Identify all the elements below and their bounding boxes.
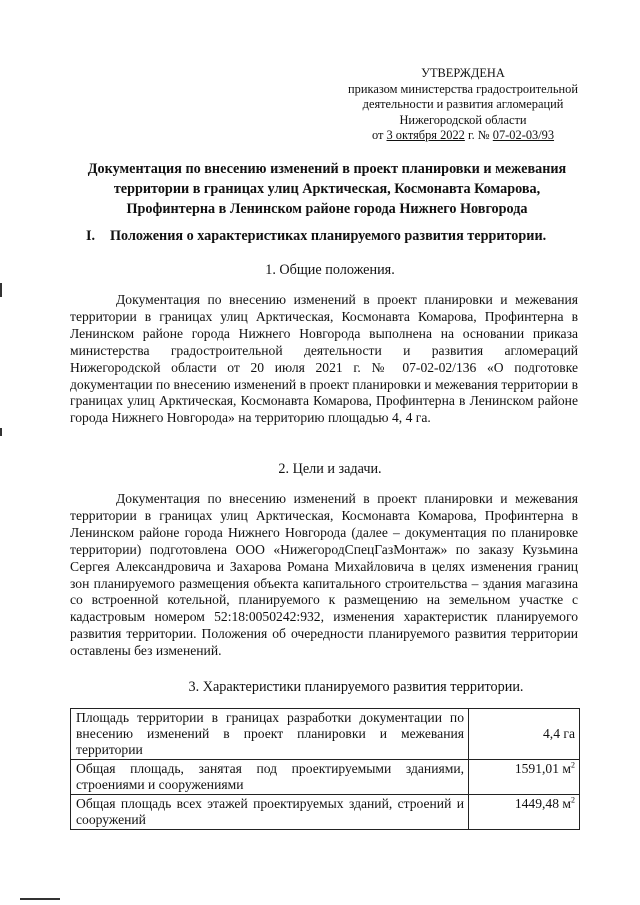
characteristics-table bbox=[70, 708, 580, 830]
section-heading-text: Положения о характеристиках планируемого развития территории. bbox=[110, 228, 547, 244]
value-text: 4,4 га bbox=[543, 726, 575, 741]
paragraph-goals: Документация по внесению изменений в проект планировки и межевания территории в границах улиц Арктическая, Космонавта Комарова, Профинтерна в Ленинском районе города Нижнего Новгорода (далее – документация по планировке территории) подготовлена ООО «НижегородСпецГазМонтаж» по заказу Кузьмина Сергея Александровича и Захарова Романа Михайловича в целях изменения границ зон планируемого размещения объекта капитального строительства – здания магазина со встроенной котельной, планируемого к размещению на земельном участке с кадастровым номером 52:18:0050242:932, изменения характеристик планируемого развития территории. Положения об очередности планируемого развития территории оставлены без изменений. bbox=[70, 491, 578, 659]
scan-margin-mark bbox=[0, 428, 2, 436]
subsection-heading-goals: 2. Цели и задачи. bbox=[278, 461, 382, 477]
paragraph-general: Документация по внесению изменений в проект планировки и межевания территории в границах улиц Арктическая, Космонавта Комарова, Профинтерна в Ленинском районе города Нижнего Новгорода выполнена на основании приказа министерства градостроительной деятельности и развития агломераций Нижегородской области от 20 июля 2021 г. № 07-02-02/136 «О подготовке документации по внесению изменений в проект планировки и межевания территории в границах улиц Арктическая, Космонавта Комарова, Профинтерна в Ленинском районе города Нижнего Новгорода» на территорию площадью 4, 4 га. bbox=[70, 292, 578, 426]
table-cell-value bbox=[469, 795, 580, 830]
approval-date: 3 октября 2022 bbox=[386, 128, 465, 143]
unit-superscript: 2 bbox=[571, 795, 575, 805]
table-row bbox=[71, 760, 580, 795]
approval-date-prefix: от bbox=[371, 128, 387, 143]
subsection-heading-characteristics: 3. Характеристики планируемого развития территории. bbox=[188, 679, 524, 695]
approval-date-mid: г. № bbox=[464, 128, 493, 143]
title-line: Документация по внесению изменений в проект планировки и межевания bbox=[87, 161, 567, 177]
approval-date-line bbox=[318, 128, 608, 144]
table-row bbox=[71, 709, 580, 760]
approval-number: 07-02-03/93 bbox=[492, 128, 555, 143]
value-text: 1591,01 м bbox=[514, 761, 571, 776]
approval-title: УТВЕРЖДЕНА bbox=[421, 66, 505, 80]
scan-margin-mark bbox=[0, 283, 2, 297]
approval-line: деятельности и развития агломераций bbox=[362, 97, 564, 112]
table-cell-label: Общая площадь, занятая под проектируемыми зданиями, строениями и сооружениями bbox=[71, 760, 469, 795]
value-text: 1449,48 м bbox=[514, 796, 571, 811]
table-cell-label: Общая площадь всех этажей проектируемых зданий, строений и сооружений bbox=[71, 795, 469, 830]
approval-stamp bbox=[318, 66, 608, 144]
approval-line: Нижегородской области bbox=[399, 112, 527, 127]
approval-line: приказом министерства градостроительной bbox=[348, 81, 578, 96]
section-heading bbox=[72, 226, 592, 246]
table-cell-value bbox=[469, 709, 580, 760]
document-title bbox=[62, 159, 592, 219]
subsection-heading-general: 1. Общие положения. bbox=[265, 262, 395, 278]
table-row bbox=[71, 795, 580, 830]
scan-bottom-mark bbox=[20, 898, 60, 900]
title-line: Профинтерна в Ленинском районе города Нижнего Новгорода bbox=[126, 201, 528, 217]
table-cell-value bbox=[469, 760, 580, 795]
title-line: территории в границах улиц Арктическая, Космонавта Комарова, bbox=[113, 181, 541, 197]
table-cell-label: Площадь территории в границах разработки документации по внесению изменений в проект планировки и межевания территории bbox=[71, 709, 469, 760]
unit-superscript: 2 bbox=[571, 760, 575, 770]
section-number: I. bbox=[86, 228, 96, 244]
